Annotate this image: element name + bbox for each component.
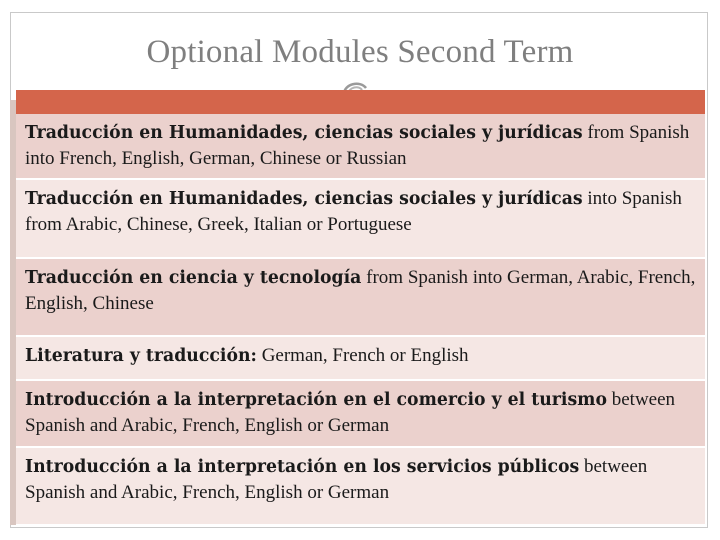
slide-title: Optional Modules Second Term	[146, 34, 574, 70]
module-name: Literatura y traducción:	[25, 346, 257, 366]
module-detail: between Spanish and Arabic, French, English or German	[25, 389, 676, 436]
module-detail: German, French or English	[256, 345, 469, 366]
modules-table	[16, 114, 705, 526]
table-header-bar	[16, 90, 705, 114]
module-name: Traducción en Humanidades, ciencias sociales y jurídicas	[25, 123, 583, 143]
module-name: Traducción en ciencia y tecnología	[25, 268, 362, 288]
table-row	[16, 180, 705, 259]
table-row	[16, 114, 705, 180]
table-row	[16, 259, 705, 337]
module-name: Traducción en Humanidades, ciencias sociales y jurídicas	[25, 189, 583, 209]
table-row	[16, 381, 705, 448]
table-row	[16, 448, 705, 526]
module-name: Introducción a la interpretación en el comercio y el turismo	[25, 390, 607, 410]
module-detail: from Spanish into French, English, German, Chinese or Russian	[25, 122, 690, 169]
table-row	[16, 337, 705, 381]
module-detail: from Spanish into German, Arabic, French, English, Chinese	[25, 267, 696, 314]
module-detail: between Spanish and Arabic, French, English or German	[25, 456, 648, 503]
module-name: Introducción a la interpretación en los servicios públicos	[25, 457, 580, 477]
module-detail: into Spanish from Arabic, Chinese, Greek, Italian or Portuguese	[25, 188, 682, 235]
